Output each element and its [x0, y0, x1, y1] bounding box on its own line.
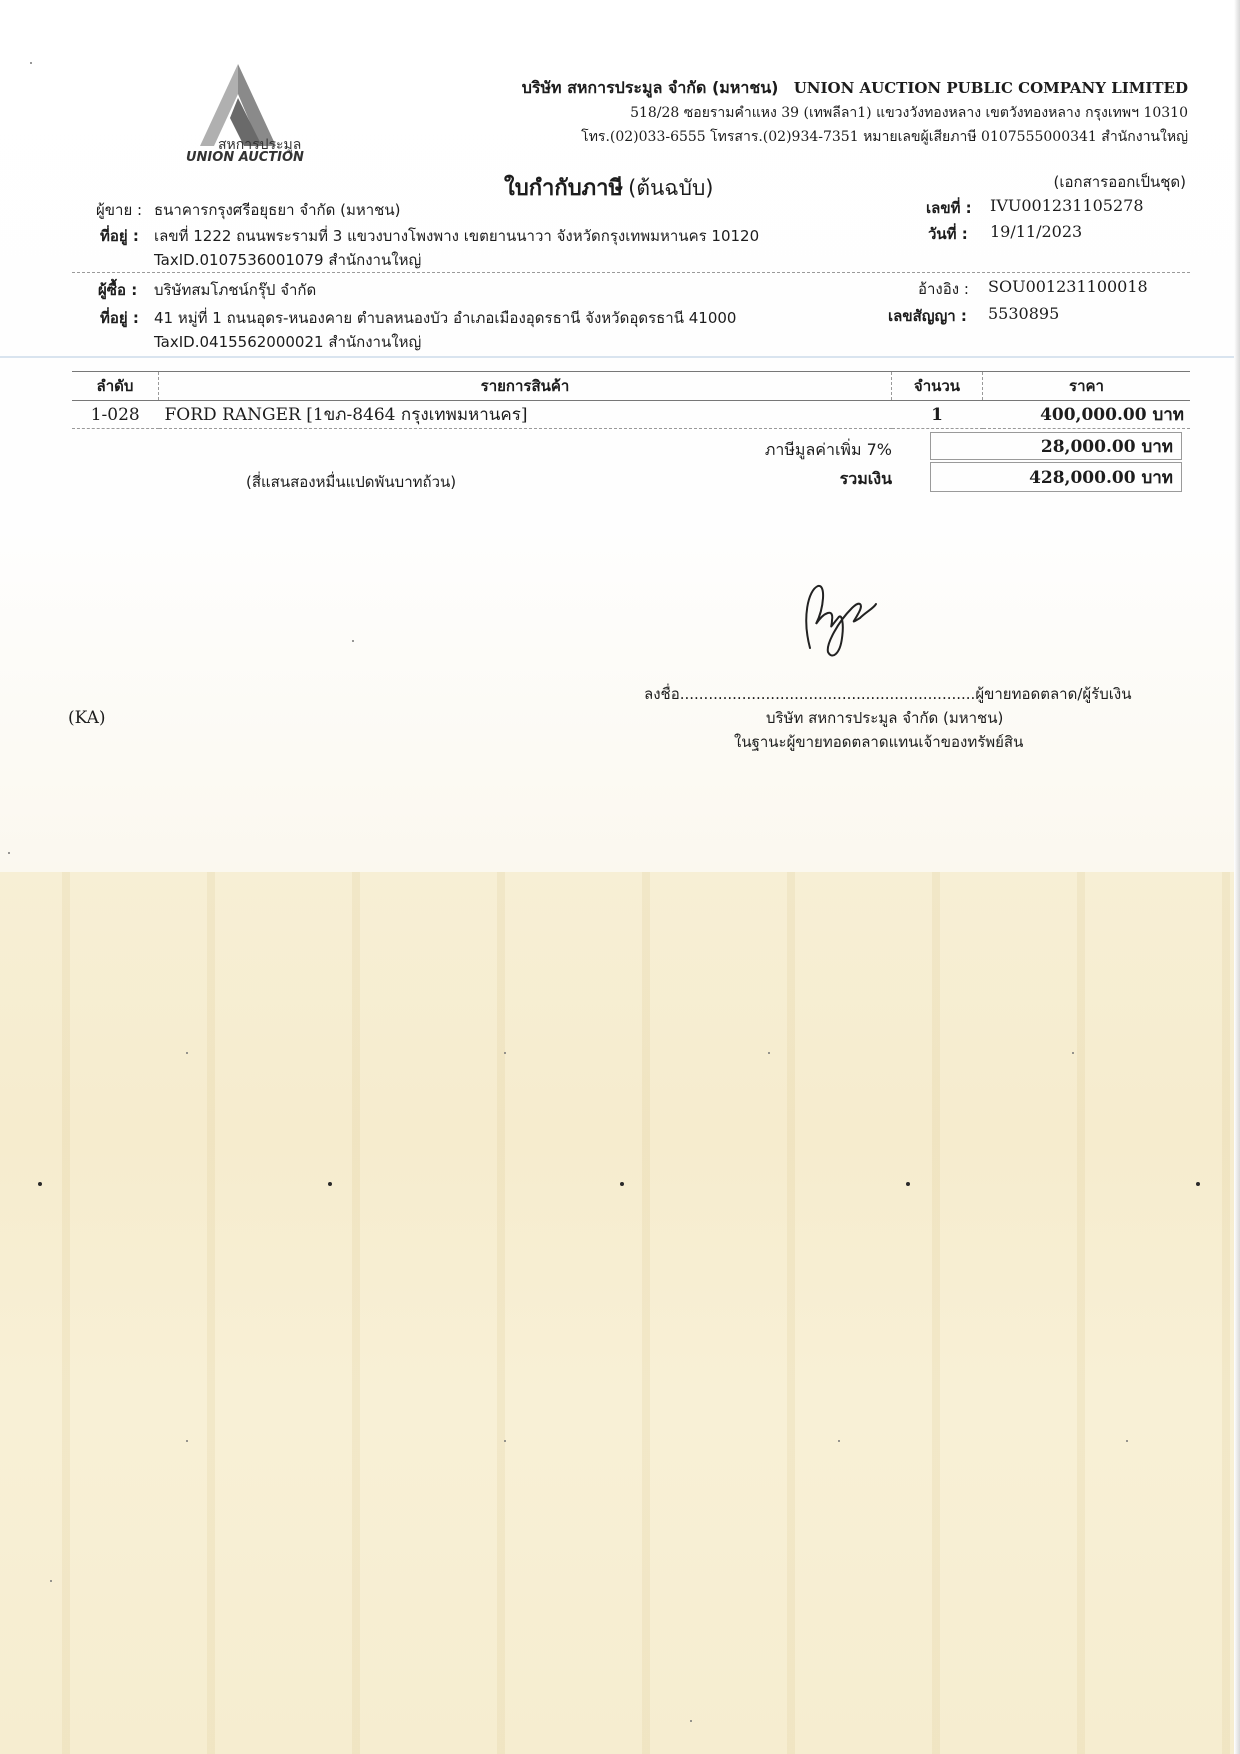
signature-line: ลงชื่อ..............................................................ผู้ขายทอดตลาด/ผู้รับเงิน — [644, 685, 1132, 703]
divider — [72, 272, 1190, 273]
doc-date-value: 19/11/2023 — [990, 222, 1083, 241]
scan-speck — [620, 1182, 624, 1186]
scan-speck — [838, 1440, 840, 1442]
buyer-address: 41 หมู่ที่ 1 ถนนอุดร-หนองคาย ตำบลหนองบัว อำเภอเมืองอุดรธานี จังหวัดอุดรธานี 41000 — [154, 309, 737, 327]
scan-speck — [50, 1580, 52, 1582]
items-table — [72, 371, 1190, 429]
buyer-address-label: ที่อยู่ : — [100, 309, 139, 327]
scan-speck — [1072, 1052, 1074, 1054]
scan-texture — [0, 872, 1240, 1754]
scan-speck — [186, 1052, 188, 1054]
set-note: (เอกสารออกเป็นชุด) — [1053, 173, 1186, 191]
scan-speck — [30, 62, 32, 64]
scan-speck — [1126, 1440, 1128, 1442]
seller-address-label: ที่อยู่ : — [100, 227, 139, 245]
company-name-th: บริษัท สหการประมูล จำกัด (มหาชน) — [521, 78, 779, 97]
scan-speck — [352, 640, 354, 642]
company-logo — [180, 58, 330, 170]
document-title — [504, 170, 713, 205]
col-header-qty: จำนวน — [892, 372, 983, 401]
contract-label: เลขสัญญา : — [888, 307, 967, 325]
title-main: ใบกำกับภาษี — [504, 176, 624, 201]
signature-company: บริษัท สหการประมูล จำกัด (มหาชน) — [766, 709, 1004, 727]
buyer-taxid: TaxID.0415562000021 สำนักงานใหญ่ — [154, 333, 422, 351]
scan-speck — [8, 852, 10, 854]
title-suffix: (ต้นฉบับ) — [628, 176, 714, 200]
company-name-en: UNION AUCTION PUBLIC COMPANY LIMITED — [793, 79, 1188, 97]
company-header — [522, 76, 1188, 101]
ref-label: อ้างอิง : — [918, 280, 969, 298]
total-label: รวมเงิน — [839, 469, 892, 488]
handwritten-signature — [780, 578, 900, 668]
contract-value: 5530895 — [988, 304, 1060, 323]
seller-label: ผู้ขาย : — [96, 201, 143, 219]
footer-code: (KA) — [68, 708, 106, 728]
col-header-price: ราคา — [983, 372, 1191, 401]
scan-speck — [768, 1052, 770, 1054]
doc-number-label: เลขที่ : — [926, 199, 972, 217]
scan-speck — [504, 1052, 506, 1054]
scan-speck — [328, 1182, 332, 1186]
table-header-row — [72, 372, 1190, 401]
scan-speck — [38, 1182, 42, 1186]
vat-label: ภาษีมูลค่าเพิ่ม 7% — [764, 440, 892, 459]
total-value: 428,000.00 บาท — [930, 462, 1182, 492]
row-item: FORD RANGER [1ขภ-8464 กรุงเทพมหานคร] — [164, 405, 528, 425]
buyer-label: ผู้ซื้อ : — [98, 281, 138, 299]
doc-date-label: วันที่ : — [928, 225, 968, 243]
section-rule — [0, 356, 1234, 358]
scan-speck — [690, 1720, 692, 1722]
logo-text-en: UNION AUCTION — [186, 150, 304, 165]
company-contact: โทร.(02)033-6555 โทรสาร.(02)934-7351 หมายเลขผู้เสียภาษี 0107555000341 สำนักงานใหญ่ — [581, 129, 1188, 145]
row-qty: 1 — [931, 404, 943, 425]
seller-name: ธนาคารกรุงศรีอยุธยา จำกัด (มหาชน) — [154, 201, 401, 219]
row-no: 1-028 — [90, 404, 140, 425]
scan-speck — [504, 1440, 506, 1442]
vat-value: 28,000.00 บาท — [930, 432, 1182, 460]
amount-in-words: (สี่แสนสองหมื่นแปดพันบาทถ้วน) — [246, 473, 457, 491]
scan-speck — [906, 1182, 910, 1186]
doc-number-value: IVU001231105278 — [990, 196, 1144, 215]
signature-capacity: ในฐานะผู้ขายทอดตลาดแทนเจ้าของทรัพย์สิน — [734, 733, 1024, 751]
ref-value: SOU001231100018 — [988, 277, 1148, 296]
table-row — [72, 401, 1190, 429]
scan-speck — [186, 1440, 188, 1442]
col-header-item: รายการสินค้า — [159, 372, 892, 401]
seller-taxid: TaxID.0107536001079 สำนักงานใหญ่ — [154, 251, 422, 269]
buyer-name: บริษัทสมโภชน์กรุ๊ป จำกัด — [154, 281, 317, 299]
col-header-no: ลำดับ — [72, 372, 159, 401]
scan-speck — [1196, 1182, 1200, 1186]
logo-text-th: สหการประมูล — [218, 137, 302, 153]
seller-address: เลขที่ 1222 ถนนพระรามที่ 3 แขวงบางโพงพาง เขตยานนาวา จังหวัดกรุงเทพมหานคร 10120 — [154, 227, 760, 245]
scan-edge — [1234, 0, 1240, 1754]
row-price: 400,000.00 บาท — [1040, 405, 1184, 425]
company-address: 518/28 ซอยรามคำแหง 39 (เทพลีลา1) แขวงวังทองหลาง เขตวังทองหลาง กรุงเทพฯ 10310 — [630, 105, 1188, 121]
